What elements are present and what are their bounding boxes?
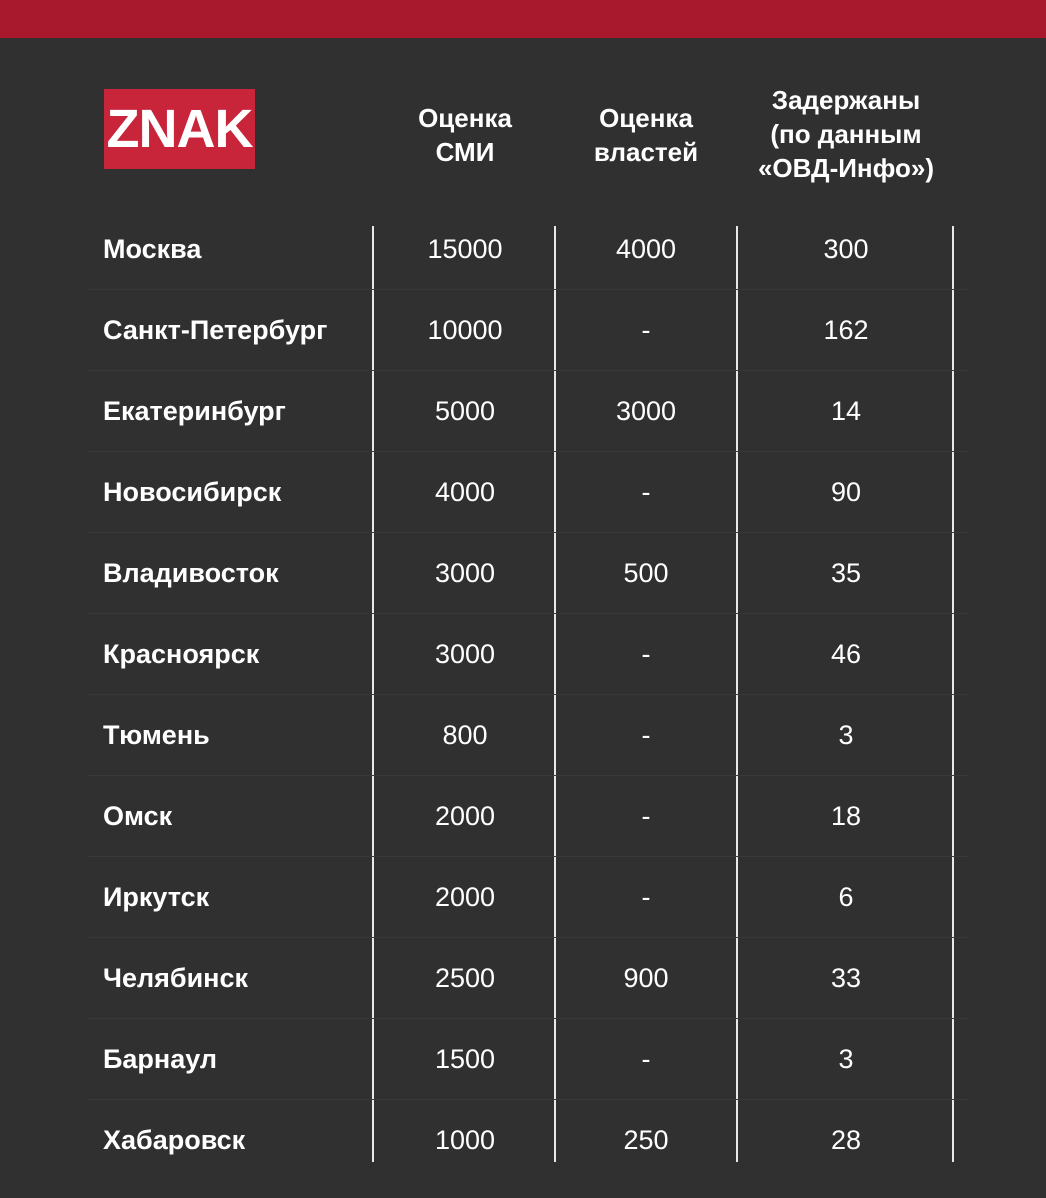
detained-cell: 300	[823, 234, 869, 264]
authorities-estimate-cell: 500	[623, 558, 669, 588]
authorities-estimate-cell: -	[641, 1044, 651, 1074]
table-row	[0, 290, 1046, 371]
detained-cell: 28	[830, 1125, 862, 1155]
media-estimate-cell: 15000	[427, 234, 503, 264]
detained-cell: 46	[830, 639, 862, 669]
city-cell: Владивосток	[103, 558, 279, 588]
city-cell: Тюмень	[103, 720, 210, 750]
authorities-estimate-cell: -	[641, 720, 651, 750]
table-row	[0, 1100, 1046, 1181]
media-estimate-cell: 800	[442, 720, 488, 750]
media-estimate-cell: 2500	[434, 963, 496, 993]
city-cell: Москва	[103, 234, 202, 264]
header-authorities-estimate: Оценка властей	[593, 103, 699, 167]
table-row	[0, 533, 1046, 614]
table-row	[0, 695, 1046, 776]
table-row	[0, 776, 1046, 857]
authorities-estimate-cell: 250	[623, 1125, 669, 1155]
city-cell: Новосибирск	[103, 477, 282, 507]
city-cell: Красноярск	[103, 639, 260, 669]
media-estimate-cell: 1000	[434, 1125, 496, 1155]
media-estimate-cell: 2000	[434, 801, 496, 831]
detained-cell: 6	[838, 882, 854, 912]
table-row	[0, 371, 1046, 452]
authorities-estimate-cell: -	[641, 639, 651, 669]
media-estimate-cell: 3000	[434, 558, 496, 588]
authorities-estimate-cell: 3000	[615, 396, 677, 426]
authorities-estimate-cell: -	[641, 882, 651, 912]
detained-cell: 35	[830, 558, 862, 588]
authorities-estimate-cell: 900	[623, 963, 669, 993]
table-row	[0, 452, 1046, 533]
table-row	[0, 938, 1046, 1019]
top-accent-bar	[0, 0, 1046, 38]
city-cell: Хабаровск	[103, 1125, 246, 1155]
logo-text: ZNAK	[106, 99, 253, 159]
media-estimate-cell: 2000	[434, 882, 496, 912]
city-cell: Челябинск	[103, 963, 249, 993]
detained-cell: 14	[830, 396, 862, 426]
header-media-estimate: Оценка СМИ	[418, 103, 512, 167]
media-estimate-cell: 4000	[434, 477, 496, 507]
authorities-estimate-cell: -	[641, 315, 651, 345]
city-cell: Иркутск	[103, 882, 210, 912]
authorities-estimate-cell: -	[641, 477, 651, 507]
detained-cell: 90	[830, 477, 862, 507]
media-estimate-cell: 1500	[434, 1044, 496, 1074]
media-estimate-cell: 10000	[427, 315, 503, 345]
detained-cell: 33	[830, 963, 862, 993]
city-cell: Барнаул	[103, 1044, 218, 1074]
detained-cell: 162	[823, 315, 869, 345]
table-row	[0, 857, 1046, 938]
table-row	[0, 614, 1046, 695]
detained-cell: 3	[838, 1044, 854, 1074]
detained-cell: 18	[830, 801, 862, 831]
media-estimate-cell: 3000	[434, 639, 496, 669]
city-cell: Санкт-Петербург	[103, 315, 328, 345]
city-cell: Екатеринбург	[103, 396, 286, 426]
media-estimate-cell: 5000	[434, 396, 496, 426]
znak-logo	[104, 89, 255, 169]
table-row	[0, 1019, 1046, 1100]
authorities-estimate-cell: 4000	[615, 234, 677, 264]
city-cell: Омск	[103, 801, 173, 831]
header-detained: Задержаны (по данным «ОВД-Инфо»)	[757, 85, 935, 183]
detained-cell: 3	[838, 720, 854, 750]
authorities-estimate-cell: -	[641, 801, 651, 831]
table-row	[0, 209, 1046, 290]
data-table	[0, 209, 1046, 1181]
